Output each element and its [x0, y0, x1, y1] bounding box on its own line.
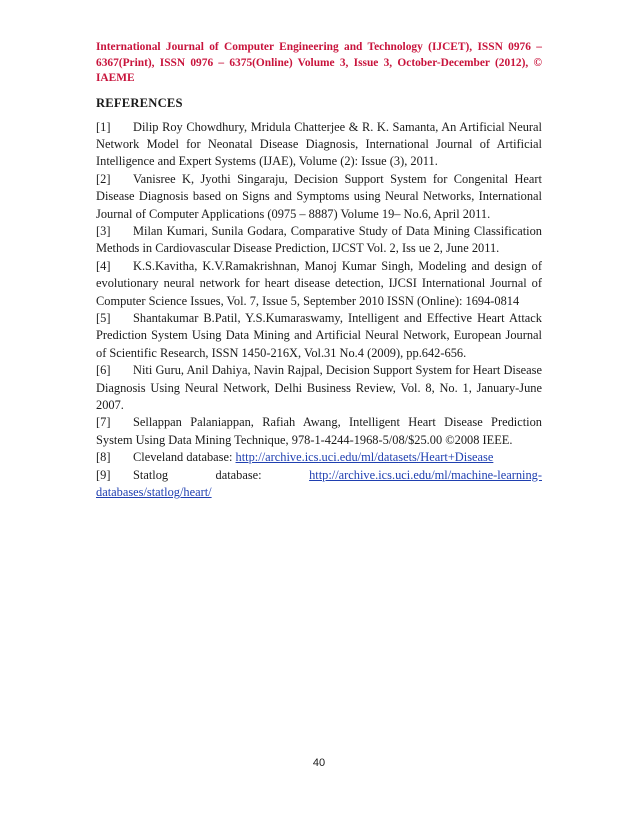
statlog-link-part1: http://archive.ics.uci.edu/ml/machine-learning-	[309, 467, 542, 482]
reference-text: K.S.Kavitha, K.V.Ramakrishnan, Manoj Kumar Singh, Modeling and design of evolutionary neural network for heart disease detection, IJCSI International Journal of Computer Science Issues, Vol. 7, Issue 5, September 2010 ISSN (Online): 1694-0814	[96, 258, 542, 308]
journal-header-line2: 6367(Print), ISSN 0976 – 6375(Online) Volume 3, Issue 3, October-December (2012), © IAEME	[96, 56, 542, 84]
statlog-link-part2: databases/statlog/heart/	[96, 485, 212, 500]
reference-item	[96, 119, 542, 171]
cleveland-database-link[interactable]: http://archive.ics.uci.edu/ml/datasets/Heart+Disease	[235, 450, 494, 465]
reference-item	[96, 449, 542, 466]
reference-number: [1]	[96, 119, 111, 134]
reference-prefix: Cleveland database:	[133, 450, 236, 465]
reference-text: Sellappan Palaniappan, Rafiah Awang, Intelligent Heart Disease Prediction System Using Data Mining Technique, 978-1-4244-1968-5/08/$25.00 ©2008 IEEE.	[96, 415, 542, 447]
reference-item	[96, 258, 542, 310]
reference-item	[96, 467, 542, 502]
reference-item	[96, 310, 542, 362]
reference-text: Vanisree K, Jyothi Singaraju, Decision Support System for Congenital Heart Disease Diagnosis based on Signs and Symptoms using Neural Networks, International Journal of Computer Applications (0975 – 8887) Volume 19– No.6, April 2011.	[96, 171, 542, 221]
reference-number: [7]	[96, 415, 111, 430]
reference-text: Niti Guru, Anil Dahiya, Navin Rajpal, Decision Support System for Heart Disease Diagnosis Using Neural Network, Delhi Business Review, Vol. 8, No. 1, January-June 2007.	[96, 363, 542, 412]
reference-word: database:	[215, 467, 262, 482]
reference-number: [2]	[96, 171, 111, 186]
reference-number: [8]	[96, 450, 111, 465]
section-title: REFERENCES	[96, 95, 183, 110]
journal-header	[96, 40, 542, 87]
page-number: 40	[312, 757, 326, 769]
reference-item	[96, 223, 542, 258]
reference-number: [5]	[96, 310, 111, 325]
reference-number: [3]	[96, 223, 111, 238]
journal-header-line1: International Journal of Computer Engineering and Technology (IJCET), ISSN 0976 –	[96, 41, 542, 53]
reference-word: Statlog	[133, 467, 169, 482]
reference-text: Dilip Roy Chowdhury, Mridula Chatterjee & R. K. Samanta, An Artificial Neural Network Model for Neonatal Disease Diagnosis, International Journal of Artificial Intelligence and Expert Systems (IJAE), Volume (2): Issue (3), 2011.	[96, 119, 542, 169]
reference-number: [6]	[96, 363, 111, 378]
reference-number: [9]	[96, 467, 111, 482]
reference-item	[96, 414, 542, 449]
reference-item	[96, 171, 542, 223]
reference-text: Shantakumar B.Patil, Y.S.Kumaraswamy, Intelligent and Effective Heart Attack Prediction System Using Data Mining and Artificial Neural Network, European Journal of Scientific Research, ISSN 1450-216X, Vol.31 No.4 (2009), pp.642-656.	[96, 310, 542, 360]
reference-number: [4]	[96, 258, 111, 273]
reference-text: Milan Kumari, Sunila Godara, Comparative Study of Data Mining Classification Methods in Cardiovascular Disease Prediction, IJCST Vol. 2, Iss ue 2, June 2011.	[96, 223, 542, 256]
reference-item	[96, 362, 542, 414]
page-body	[96, 40, 542, 501]
reference-list	[96, 119, 542, 502]
